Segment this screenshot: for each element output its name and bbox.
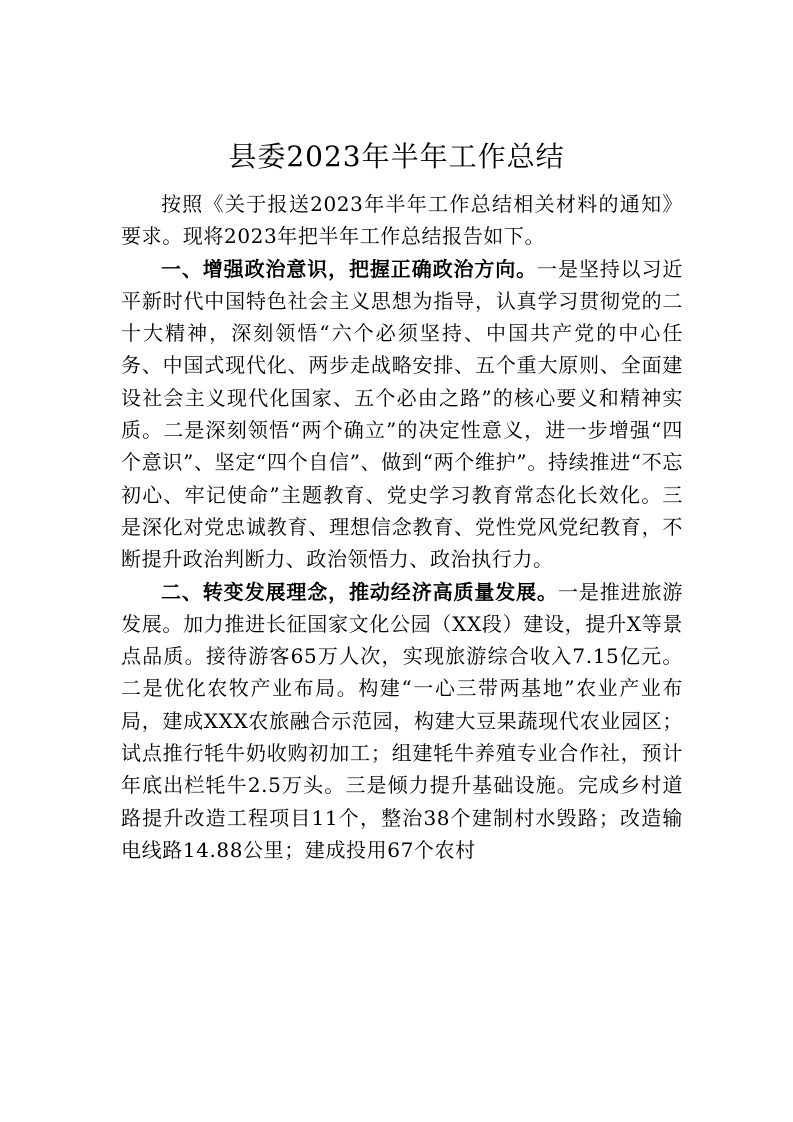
section-2-text: 一是推进旅游发展。加力推进长征国家文化公园（XX段）建设，提升X等景点品质。接待游客65万人次，实现旅游综合收入7.15亿元。二是优化农牧产业布局。构建“一心三带两基地”农业产业布局，建成XXX农旅融合示范园，构建大豆果蔬现代农业园区；试点推行牦牛奶收购初加工；组建牦牛养殖专业合作社，预计年底出栏牦牛2.5万头。三是倾力提升基础设施。完成乡村道路提升改造工程项目11个，整治38个建制村水毁路；改造输电线路14.88公里；建成投用67个农村 (121, 579, 683, 862)
paragraph-text: 按照《关于报送2023年半年工作总结相关材料的通知》要求。现将2023年把半年工作总结报告如下。 (121, 192, 683, 249)
document-body (121, 188, 683, 866)
document-title: 县委2023年半年工作总结 (228, 140, 565, 173)
section-2-heading: 二、转变发展理念，推动经济高质量发展。 (161, 579, 558, 604)
section-1-paragraph (121, 253, 683, 576)
intro-paragraph (121, 188, 683, 253)
section-2-paragraph (121, 576, 683, 867)
section-1-text: 一是坚持以习近平新时代中国特色社会主义思想为指导，认真学习贯彻党的二十大精神，深刻领悟“六个必须坚持、中国共产党的中心任务、中国式现代化、两步走战略安排、五个重大原则、全面建设社会主义现代化国家、五个必由之路”的核心要义和精神实质。二是深刻领悟“两个确立”的决定性意义，进一步增强“四个意识”、坚定“四个自信”、做到“两个维护”。持续推进“不忘初心、牢记使命”主题教育、党史学习教育常态化长效化。三是深化对党忠诚教育、理想信念教育、党性党风党纪教育，不断提升政治判断力、政治领悟力、政治执行力。 (121, 256, 683, 572)
section-1-heading: 一、增强政治意识，把握正确政治方向。 (161, 256, 538, 281)
